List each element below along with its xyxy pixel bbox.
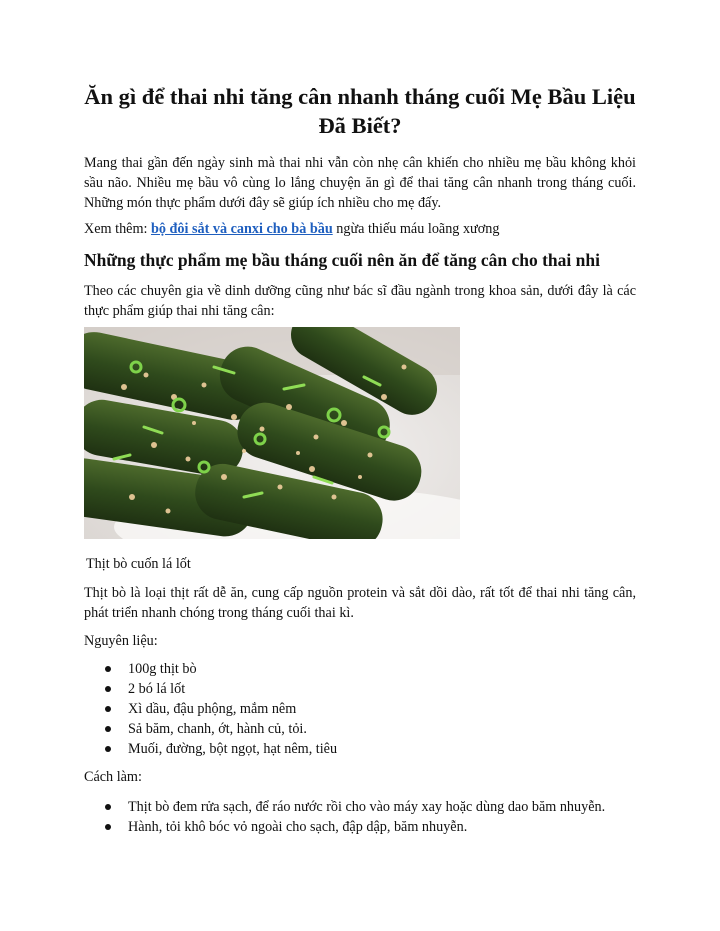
list-item: Hành, tỏi khô bóc vỏ ngoài cho sạch, đập dập, băm nhuyễn. xyxy=(84,817,644,837)
dish-description: Thịt bò là loại thịt rất dễ ăn, cung cấp nguồn protein và sắt dồi dào, rất tốt để thai nhi tăng cân, phát triển nhanh chóng trong tháng cuối thai kì. xyxy=(84,585,636,621)
see-also-suffix: ngừa thiếu máu loãng xương xyxy=(332,221,500,237)
intro-paragraph: Mang thai gần đến ngày sinh mà thai nhi vẫn còn nhẹ cân khiến cho nhiều mẹ bầu không khỏi sầu não. Nhiều mẹ bầu vô cùng lo lắng chuyện ăn gì để thai tăng cân nhanh trong tháng cuối. Những món thực phẩm dưới đây sẽ giúp ích nhiều cho mẹ đấy. xyxy=(84,155,636,211)
list-item: Xì dầu, đậu phộng, mắm nêm xyxy=(84,699,644,719)
steps-list xyxy=(84,797,644,837)
method-label: Cách làm: xyxy=(84,769,142,785)
list-item: Sả băm, chanh, ớt, hành củ, tỏi. xyxy=(84,719,644,739)
ingredients-label: Nguyên liệu: xyxy=(84,633,158,649)
list-item: 2 bó lá lốt xyxy=(84,679,644,699)
section-intro-paragraph: Theo các chuyên gia về dinh dưỡng cũng như bác sĩ đầu ngành trong khoa sản, dưới đây là các thực phẩm giúp thai nhi tăng cân: xyxy=(84,283,636,319)
see-also-link[interactable]: bộ đôi sắt và canxi cho bà bầu xyxy=(150,221,333,237)
list-item: 100g thịt bò xyxy=(84,659,644,679)
beef-in-betel-leaf-photo xyxy=(84,327,460,539)
see-also-line xyxy=(84,219,636,239)
article-title: Ăn gì để thai nhi tăng cân nhanh tháng cuối Mẹ Bầu Liệu Đã Biết? xyxy=(84,84,636,138)
section-heading: Những thực phẩm mẹ bầu tháng cuối nên ăn để tăng cân cho thai nhi xyxy=(84,250,600,270)
list-item: Muối, đường, bột ngọt, hạt nêm, tiêu xyxy=(84,739,644,759)
list-item: Thịt bò đem rửa sạch, để ráo nước rồi cho vào máy xay hoặc dùng dao băm nhuyễn. xyxy=(84,797,644,817)
image-caption: Thịt bò cuốn lá lốt xyxy=(86,556,191,572)
ingredients-list xyxy=(84,659,644,759)
see-also-prefix: Xem thêm: xyxy=(84,221,151,237)
